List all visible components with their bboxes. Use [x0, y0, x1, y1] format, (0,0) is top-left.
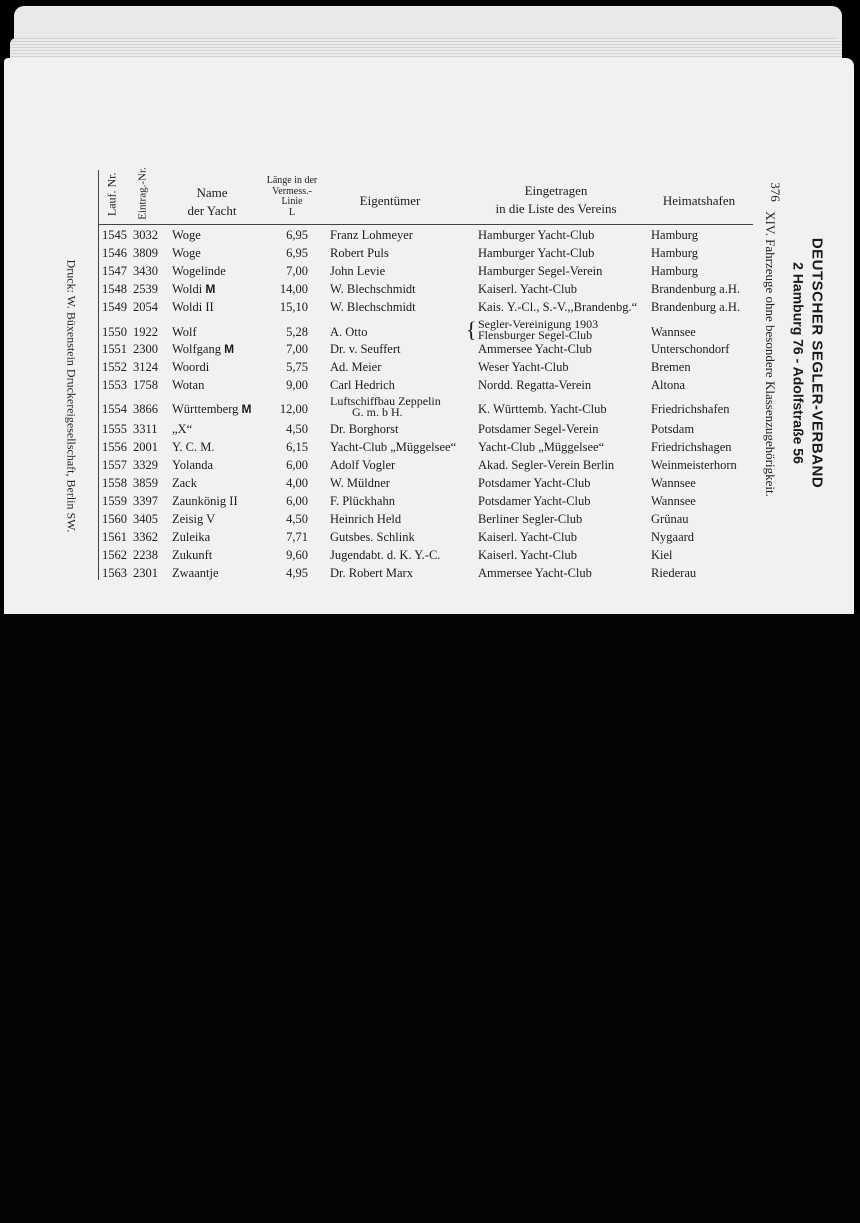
- club: K. Württemb. Yacht-Club: [478, 402, 607, 416]
- lauf-nr: 1545: [102, 228, 127, 242]
- lauf-nr: 1546: [102, 246, 127, 260]
- header-length: [252, 176, 332, 218]
- yacht-name: [172, 440, 215, 455]
- header-home: Heimatshafen: [662, 193, 736, 208]
- eintrag-nr: 3809: [133, 246, 158, 260]
- home-port: Friedrichshafen: [651, 402, 730, 416]
- home-port: Unterschondorf: [651, 342, 730, 356]
- yacht-name: [172, 378, 204, 393]
- club-l1: Segler-Vereinigung 1903: [478, 317, 599, 331]
- yacht-name: [172, 325, 197, 340]
- lauf-nr: 1551: [102, 342, 127, 356]
- eintrag-nr: 3124: [133, 360, 158, 374]
- club: Potsdamer Segel-Verein: [478, 422, 599, 436]
- eintrag-nr: 3430: [133, 264, 158, 278]
- header-owner: Eigentümer: [359, 193, 421, 208]
- length: 15,10: [279, 300, 308, 314]
- owner: Adolf Vogler: [330, 458, 396, 472]
- eintrag-nr: 2054: [133, 300, 158, 314]
- eintrag-nr: 3311: [133, 422, 158, 436]
- lauf-nr: 1561: [102, 530, 127, 544]
- length: 5,28: [286, 325, 308, 339]
- club: Hamburger Yacht-Club: [478, 228, 595, 242]
- lauf-nr: 1548: [102, 282, 127, 296]
- club: Hamburger Yacht-Club: [478, 246, 595, 260]
- printer-credit: Druck: W. Büxenstein Druckereigesellschaft, Berlin SW.: [64, 259, 79, 533]
- yacht-name-text: Woordi: [172, 360, 210, 374]
- home-port: Hamburg: [651, 228, 698, 242]
- length: 6,15: [286, 440, 308, 454]
- yacht-name-text: Wotan: [172, 378, 205, 392]
- yacht-name: [172, 566, 219, 581]
- eintrag-nr: 3032: [133, 228, 158, 242]
- owner: Ad. Meier: [330, 360, 382, 374]
- eintrag-nr: 3859: [133, 476, 158, 490]
- home-port: Weinmeisterhorn: [651, 458, 737, 472]
- owner: W. Müldner: [330, 476, 390, 490]
- yacht-name: [172, 512, 215, 527]
- motor-mark: M: [224, 342, 235, 356]
- lauf-nr: 1558: [102, 476, 127, 490]
- header-club-l2: in die Liste des Vereins: [495, 200, 617, 216]
- club: Potsdamer Yacht-Club: [478, 476, 591, 490]
- page-number: 376: [767, 182, 783, 202]
- owner: Yacht-Club „Müggelsee“: [330, 440, 457, 454]
- length: 6,95: [286, 246, 308, 260]
- yacht-name-text: Zukunft: [172, 548, 213, 562]
- lauf-nr: 1547: [102, 264, 127, 278]
- club: Weser Yacht-Club: [478, 360, 569, 374]
- club: [466, 317, 599, 342]
- club: Nordd. Regatta-Verein: [478, 378, 592, 392]
- club: Kaiserl. Yacht-Club: [478, 548, 577, 562]
- owner: Franz Lohmeyer: [330, 228, 413, 242]
- club: Akad. Segler-Verein Berlin: [478, 458, 615, 472]
- yacht-name-text: Zuleika: [172, 530, 211, 544]
- home-port: Wannsee: [651, 494, 696, 508]
- home-port: Nygaard: [651, 530, 695, 544]
- lauf-nr: 1552: [102, 360, 127, 374]
- lauf-nr: 1549: [102, 300, 127, 314]
- yacht-name: [172, 246, 201, 261]
- home-port: Brandenburg a.H.: [651, 300, 740, 314]
- table-header: [98, 167, 753, 225]
- length: 6,95: [286, 228, 308, 242]
- yacht-name-text: Woldi: [172, 282, 203, 296]
- owner: Gutsbes. Schlink: [330, 530, 415, 544]
- home-port: Kiel: [651, 548, 673, 562]
- home-port: Altona: [651, 378, 686, 392]
- yacht-name-text: Zaunkönig II: [172, 494, 238, 508]
- eintrag-nr: 3329: [133, 458, 158, 472]
- motor-mark: M: [205, 282, 216, 296]
- club: Yacht-Club „Müggelsee“: [478, 440, 605, 454]
- club: Kaiserl. Yacht-Club: [478, 282, 577, 296]
- yacht-name: [172, 422, 192, 437]
- yacht-name-text: Yolanda: [172, 458, 214, 472]
- length: 12,00: [279, 402, 308, 416]
- length: 6,00: [286, 458, 308, 472]
- owner: F. Plückhahn: [330, 494, 395, 508]
- owner-l1: Luftschiffbau Zeppelin: [330, 394, 441, 408]
- header-name-l1: Name: [196, 185, 228, 200]
- home-port: Potsdam: [651, 422, 695, 436]
- lauf-nr: 1559: [102, 494, 127, 508]
- header-name-l2: der Yacht: [187, 202, 237, 218]
- association-stamp: [791, 238, 826, 488]
- header-length-l3: Linie: [281, 196, 303, 207]
- header-length-l2: Vermess.-: [272, 185, 312, 197]
- club-l2: Flensburger Segel-Club: [478, 328, 593, 342]
- owner: Dr. v. Seuffert: [330, 342, 401, 356]
- lauf-nr: 1555: [102, 422, 127, 436]
- yacht-name-text: Woge: [172, 228, 201, 242]
- yacht-name: [172, 458, 213, 473]
- club: Kais. Y.-Cl., S.-V.,,Brandenbg.“: [478, 300, 638, 314]
- length: 6,00: [286, 494, 308, 508]
- club: Berliner Segler-Club: [478, 512, 583, 526]
- yacht-name-text: Y. C. M.: [172, 440, 215, 454]
- length: 4,95: [286, 566, 308, 580]
- length: 5,75: [286, 360, 308, 374]
- dark-background: [0, 614, 860, 1223]
- owner: Robert Puls: [330, 246, 389, 260]
- eintrag-nr: 1758: [133, 378, 158, 392]
- yacht-name-text: „X“: [172, 422, 193, 436]
- owner: Dr. Robert Marx: [330, 566, 413, 580]
- length: 4,00: [286, 476, 308, 490]
- owner: W. Blechschmidt: [330, 300, 416, 314]
- yacht-name: [172, 300, 214, 315]
- eintrag-nr: 2001: [133, 440, 158, 454]
- brace: {: [466, 317, 477, 342]
- yacht-name: [172, 548, 212, 563]
- yacht-name-text: Zeisig V: [172, 512, 216, 526]
- yacht-name: [172, 282, 215, 297]
- owner: Heinrich Held: [330, 512, 402, 526]
- owner-l2: G. m. b H.: [352, 405, 403, 419]
- yacht-name-text: Woldi II: [172, 300, 214, 314]
- club: Ammersee Yacht-Club: [478, 566, 592, 580]
- yacht-name: [172, 530, 210, 545]
- yacht-name: [172, 360, 209, 375]
- yacht-name: [172, 476, 197, 491]
- stamp-line-1: DEUTSCHER SEGLER-VERBAND: [808, 237, 826, 489]
- header-eintrag-nr: Eintrag.-Nr.: [136, 167, 149, 220]
- home-port: Friedrichshagen: [651, 440, 732, 454]
- eintrag-nr: 2300: [133, 342, 158, 356]
- yacht-name: [172, 264, 226, 279]
- length: 9,00: [286, 378, 308, 392]
- header-club: [476, 184, 636, 215]
- lauf-nr: 1562: [102, 548, 127, 562]
- eintrag-nr: 2301: [133, 566, 158, 580]
- owner: Dr. Borghorst: [330, 422, 399, 436]
- motor-mark: M: [241, 402, 252, 416]
- eintrag-nr: 3866: [133, 402, 158, 416]
- header-name: [182, 186, 242, 217]
- yacht-name: [172, 228, 201, 243]
- lauf-nr: 1550: [102, 325, 127, 339]
- length: 14,00: [279, 282, 308, 296]
- length: 9,60: [286, 548, 308, 562]
- header-club-l1: Eingetragen: [524, 183, 588, 198]
- header-length-l1: Länge in der: [266, 175, 318, 186]
- yacht-name-text: Zwaantje: [172, 566, 219, 580]
- yacht-name-text: Wolfgang: [172, 342, 221, 356]
- left-rule: [98, 170, 99, 580]
- club: Ammersee Yacht-Club: [478, 342, 592, 356]
- yacht-name: [172, 402, 252, 417]
- lauf-nr: 1553: [102, 378, 127, 392]
- owner: [330, 396, 441, 418]
- yacht-name-text: Zack: [172, 476, 197, 490]
- eintrag-nr: 1922: [133, 325, 158, 339]
- owner: Jugendabt. d. K. Y.-C.: [330, 548, 441, 562]
- stamp-line-2: 2 Hamburg 76 - Adolfstraße 56: [790, 262, 807, 464]
- owner: A. Otto: [330, 325, 368, 339]
- length: 4,50: [286, 422, 308, 436]
- length: 4,50: [286, 512, 308, 526]
- header-lauf-nr: Lauf. Nr.: [104, 172, 119, 217]
- club: Potsdamer Yacht-Club: [478, 494, 591, 508]
- home-port: Hamburg: [651, 246, 698, 260]
- owner: W. Blechschmidt: [330, 282, 416, 296]
- yacht-name-text: Wogelinde: [172, 264, 226, 278]
- length: 7,71: [286, 530, 308, 544]
- yacht-name-text: Wolf: [172, 325, 197, 339]
- section-title: XIV. Fahrzeuge ohne besondere Klassenzugehörigkeit.: [763, 211, 778, 497]
- home-port: Wannsee: [651, 476, 696, 490]
- lauf-nr: 1560: [102, 512, 127, 526]
- lauf-nr: 1556: [102, 440, 127, 454]
- book-page: [4, 58, 854, 614]
- yacht-name: [172, 494, 238, 509]
- eintrag-nr: 2539: [133, 282, 158, 296]
- lauf-nr: 1557: [102, 458, 127, 472]
- owner: Carl Hedrich: [330, 378, 395, 392]
- home-port: Bremen: [651, 360, 691, 374]
- owner: John Levie: [330, 264, 386, 278]
- club: Kaiserl. Yacht-Club: [478, 530, 577, 544]
- eintrag-nr: 2238: [133, 548, 158, 562]
- lauf-nr: 1554: [102, 402, 127, 416]
- yacht-name-text: Woge: [172, 246, 201, 260]
- yacht-name-text: Württemberg: [172, 402, 239, 416]
- lauf-nr: 1563: [102, 566, 127, 580]
- length: 7,00: [286, 264, 308, 278]
- length: 7,00: [286, 342, 308, 356]
- header-length-l4: L: [288, 206, 296, 218]
- home-port: Grünau: [651, 512, 689, 526]
- home-port: Hamburg: [651, 264, 698, 278]
- home-port: Riederau: [651, 566, 697, 580]
- home-port: Brandenburg a.H.: [651, 282, 740, 296]
- home-port: Wannsee: [651, 325, 696, 339]
- eintrag-nr: 3397: [133, 494, 158, 508]
- eintrag-nr: 3362: [133, 530, 158, 544]
- yacht-register-table: [98, 167, 753, 580]
- eintrag-nr: 3405: [133, 512, 158, 526]
- yacht-name: [172, 342, 234, 357]
- club: Hamburger Segel-Verein: [478, 264, 603, 278]
